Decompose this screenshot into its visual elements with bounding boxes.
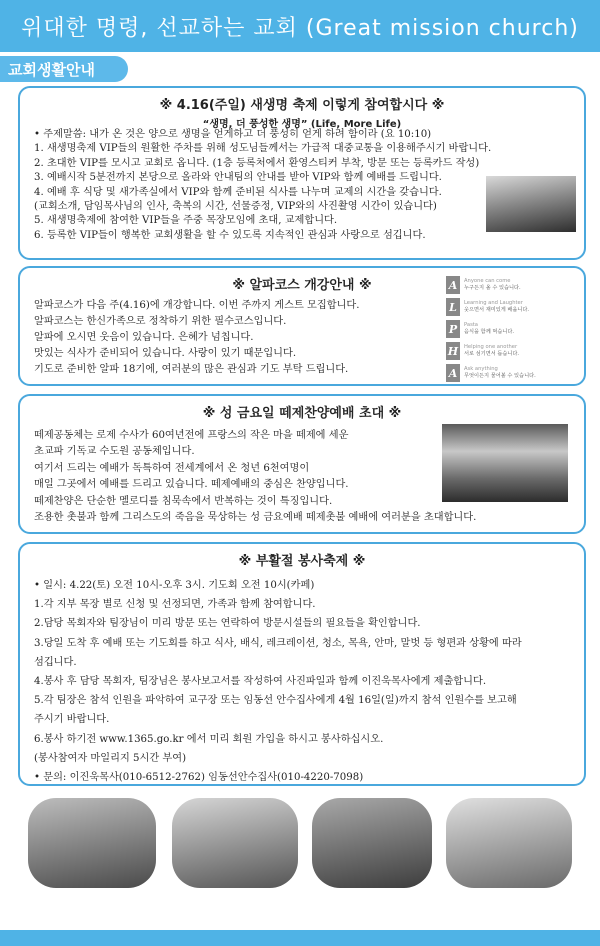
- alpha-ko: 서로 섬기면서 돕습니다.: [464, 351, 520, 357]
- easter-service-box: [18, 542, 586, 786]
- easter-line: 5.각 팀장은 참석 인원을 파악하여 교구장 또는 임동선 안수집사에게 4월 16일(일)까지 참석 인원수를 보고해: [34, 695, 517, 707]
- volunteer-photo: [312, 798, 432, 888]
- easter-lines: [34, 576, 522, 786]
- alpha-letter: H: [446, 342, 460, 360]
- header-title: 위대한 명령, 선교하는 교회 (Great mission church): [21, 15, 579, 41]
- taize-line: 떼제찬양은 단순한 멜로디를 침묵속에서 반복하는 것이 특징입니다.: [34, 495, 333, 507]
- alpha-ko: 누구든지 올 수 있습니다.: [464, 285, 521, 291]
- newlife-line: • 주제말씀: 내가 온 것은 양으로 생명을 얻게하고 더 풍성히 얻게 하려 함이라 (요 10:10): [34, 129, 432, 140]
- section-tab: [0, 56, 128, 82]
- easter-line: 6.봉사 하기전 www.1365.go.kr 에서 미리 회원 가입을 하시고 봉사하십시오.: [34, 733, 384, 745]
- alpha-letter: P: [446, 320, 460, 338]
- alpha-acronym-list: [446, 274, 580, 384]
- volunteer-photo: [446, 798, 572, 888]
- taize-title: ※ 성 금요일 떼제찬양예배 초대 ※: [202, 406, 402, 421]
- alpha-en: Pasta: [464, 322, 478, 328]
- alpha-acronym-item: [446, 340, 580, 362]
- volunteer-photo: [28, 798, 156, 888]
- newlife-line: 4. 예배 후 식당 및 새가족실에서 VIP와 함께 준비된 식사를 나누며 교제의 시간을 갖습니다.: [34, 186, 442, 198]
- alpha-ko: 웃으면서 재미있게 배웁니다.: [464, 307, 530, 313]
- easter-line: • 문의: 이진욱목사(010-6512-2762) 임동선안수집사(010-4220-7098): [34, 772, 364, 784]
- taize-line: 떼제공동체는 로제 수사가 60여년전에 프랑스의 작은 마을 떼제에 세운: [34, 430, 349, 441]
- alpha-letter: A: [446, 364, 460, 382]
- newlife-line: (교회소개, 담임목사님의 인사, 축복의 시간, 선물증정, VIP와의 사진촬영 시간이 있습니다): [34, 201, 437, 213]
- easter-line: 4.봉사 후 담당 목회자, 팀장님은 봉사보고서를 작성하여 사진파일과 함께 이진욱목사에게 제출합니다.: [34, 676, 487, 688]
- newlife-lines: [34, 128, 491, 243]
- alpha-en: Helping one another: [464, 344, 518, 350]
- alpha-letter: A: [446, 276, 460, 294]
- alpha-acronym-item: [446, 362, 580, 384]
- festival-poster-image: [486, 176, 576, 232]
- alpha-line: 기도로 준비한 알파 18기에, 여러분의 많은 관심과 기도 부탁 드립니다.: [34, 364, 349, 375]
- alpha-letter: L: [446, 298, 460, 316]
- newlife-line: 5. 새생명축제에 참여한 VIP들을 주중 목장모임에 초대, 교제합니다.: [34, 215, 338, 227]
- easter-line: • 일시: 4.22(토) 오전 10시-오후 3시. 기도회 오전 10시(카페): [34, 580, 315, 591]
- newlife-line: 1. 새생명축제 VIP들의 원활한 주차를 위해 성도님들께서는 가급적 대중교통을 이용해주시기 바랍니다.: [34, 143, 492, 155]
- taize-line: 여기서 드리는 예배가 독특하여 전세계에서 온 청년 6천여명이: [34, 462, 310, 474]
- newlife-title: ※ 4.16(주일) 새생명 축제 이렇게 참여합시다 ※: [159, 98, 445, 113]
- newlife-line: 6. 등록한 VIP들이 행복한 교회생활을 할 수 있도록 지속적인 관심과 사랑으로 섬깁니다.: [34, 229, 426, 241]
- alpha-line: 알파코스는 한신가족으로 정착하기 위한 필수코스입니다.: [34, 316, 287, 327]
- volunteer-photo: [172, 798, 298, 888]
- easter-title: ※ 부활절 봉사축제 ※: [238, 554, 366, 569]
- alpha-acronym-item: [446, 318, 580, 340]
- newlife-subtitle: “생명, 더 풍성한 생명” (Life, More Life): [202, 119, 402, 130]
- alpha-en: Learning and Laughter: [464, 300, 523, 306]
- easter-line: (봉사참여자 마일리지 5시간 부여): [34, 752, 187, 764]
- taize-worship-box: [18, 394, 586, 534]
- easter-line: 1.각 지부 목장 별로 신청 및 선정되면, 가족과 함께 참여합니다.: [34, 599, 316, 611]
- alpha-ko: 무엇이든지 물어볼 수 있습니다.: [464, 373, 536, 379]
- header-banner: [0, 0, 600, 52]
- newlife-line: 3. 예배시작 5분전까지 본당으로 올라와 안내팀의 안내를 받아 VIP와 함께 예배를 드립니다.: [34, 172, 442, 184]
- alpha-line: 알파코스가 다음 주(4.16)에 개강합니다. 이번 주까지 게스트 모집합니다.: [34, 300, 360, 311]
- alpha-line: 알파에 오시면 웃음이 있습니다. 은혜가 넘칩니다.: [34, 332, 254, 343]
- alpha-line: 맛있는 식사가 준비되어 있습니다. 사랑이 있기 때문입니다.: [34, 348, 297, 359]
- easter-line: 2.담당 목회자와 팀장님이 미리 방문 또는 연락하여 방문시설들의 필요들을 확인합니다.: [34, 618, 421, 630]
- footer-bar: [0, 930, 600, 946]
- alpha-acronym-item: [446, 274, 580, 296]
- taize-line: 초교파 기독교 수도원 공동체입니다.: [34, 446, 195, 458]
- alpha-title: ※ 알파코스 개강안내 ※: [232, 278, 372, 293]
- easter-line: 주시기 바랍니다.: [34, 714, 110, 726]
- taize-lines: [34, 428, 476, 526]
- taize-chapel-image: [442, 424, 568, 502]
- newlife-line: 2. 초대한 VIP를 모시고 교회로 옵니다. (1층 등록처에서 환영스티커 부착, 방문 또는 등록카드 작성): [34, 157, 480, 169]
- alpha-en: Anyone can come: [464, 278, 511, 284]
- taize-line: 매일 그곳에서 예배를 드리고 있습니다. 떼제예배의 중심은 찬양입니다.: [34, 479, 349, 491]
- taize-line: 조용한 촛불과 함께 그리스도의 죽음을 묵상하는 성 금요예배 떼제촛불 예배에 여러분을 초대합니다.: [34, 512, 477, 524]
- alpha-ko: 음식을 함께 먹습니다.: [464, 329, 515, 335]
- section-tab-label: 교회생활안내: [8, 60, 95, 79]
- alpha-en: Ask anything: [464, 366, 498, 372]
- alpha-lines: [34, 298, 360, 378]
- easter-line: 섬깁니다.: [34, 656, 77, 668]
- newlife-festival-box: [18, 86, 586, 260]
- easter-line: 3.당일 도착 후 예배 또는 기도회를 하고 식사, 배식, 레크레이션, 청소, 목욕, 안마, 말벗 등 형편과 상황에 따라: [34, 637, 522, 649]
- alpha-course-box: [18, 266, 586, 386]
- alpha-acronym-item: [446, 296, 580, 318]
